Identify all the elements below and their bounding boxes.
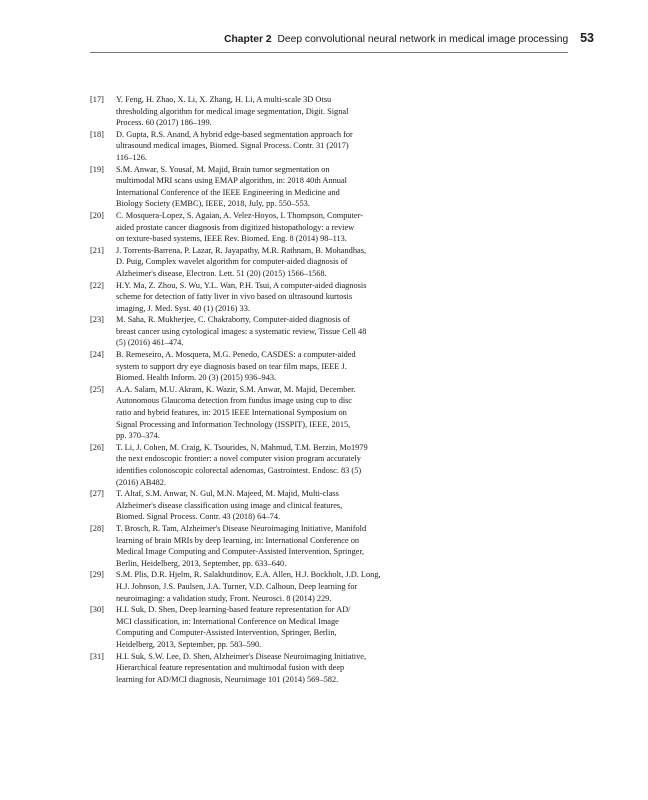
reference-text-line: MCI classification, in: International Conference on Medical Image — [116, 616, 339, 626]
reference-item — [90, 604, 450, 650]
reference-text-line: pp. 370–374. — [116, 431, 160, 441]
reference-text-line: neuroimaging: a validation study, Front. Neurosci. 8 (2014) 229. — [116, 593, 332, 603]
reference-text-line: multimodal MRI scans using EMAP algorithm, in: 2018 40th Annual — [116, 176, 347, 186]
reference-text-line: Process. 60 (2017) 186–199. — [116, 118, 212, 128]
reference-item — [90, 523, 450, 569]
reference-text-line: Computing and Computer-Assisted Intervention, Springer, Berlin, — [116, 628, 337, 638]
reference-item — [90, 349, 450, 384]
reference-text-line: on texture-based systems, IEEE Rev. Biomed. Eng. 8 (2014) 98–113. — [116, 234, 347, 244]
reference-text-line: Biomed. Signal Process. Contr. 43 (2018) 64–74. — [116, 512, 281, 522]
reference-number: [23] — [90, 315, 104, 325]
reference-number: [18] — [90, 129, 104, 139]
reference-text-line: A.A. Salam, M.U. Akram, K. Wazir, S.M. Anwar, M. Majid, December. — [116, 384, 356, 394]
reference-item — [90, 442, 450, 488]
reference-text-line: scheme for detection of fatty liver in vivo based on ultrasound kurtosis — [116, 292, 353, 302]
reference-text-line: B. Remeseiro, A. Mosquera, M.G. Penedo, CASDES: a computer-aided — [116, 350, 356, 360]
reference-text-line: Medical Image Computing and Computer-Assisted Intervention, Springer, — [116, 547, 364, 557]
reference-number: [30] — [90, 605, 104, 615]
reference-text-line: Autonomous Glaucoma detection from fundus image using cup to disc — [116, 396, 353, 406]
reference-text-line: T. Altaf, S.M. Anwar, N. Gul, M.N. Majeed, M. Majid, Multi-class — [116, 489, 339, 499]
running-header — [0, 30, 594, 48]
reference-text-line: system to support dry eye diagnosis based on tear film maps, IEEE J. — [116, 361, 347, 371]
reference-text-line: M. Saha, R. Mukherjee, C. Chakraborty, Computer-aided diagnosis of — [116, 315, 350, 325]
reference-number: [21] — [90, 245, 104, 255]
reference-number: [17] — [90, 95, 104, 104]
reference-text-line: C. Mosquera-Lopez, S. Agaian, A. Velez-Hoyos, I. Thompson, Computer- — [116, 210, 364, 220]
reference-text-line: (5) (2016) 461–474. — [116, 338, 184, 348]
reference-text-line: ultrasound medical images, Biomed. Signal Process. Contr. 31 (2017) — [116, 141, 349, 151]
reference-text-line: breast cancer using cytological images: a systematic review, Tissue Cell 48 — [116, 326, 367, 336]
reference-text-line: Hierarchical feature representation and multimodal fusion with deep — [116, 663, 345, 673]
reference-text-line: D. Puig, Complex wavelet algorithm for computer-aided diagnosis of — [116, 257, 348, 267]
reference-text-line: Alzheimer's disease classification using image and clinical features, — [116, 500, 343, 510]
reference-text-line: ratio and hybrid features, in: 2015 IEEE International Symposium on — [116, 408, 347, 418]
reference-text-line: T. Brosch, R. Tam, Alzheimer's Disease Neuroimaging Initiative, Manifold — [116, 523, 367, 533]
reference-text-line: D. Gupta, R.S. Anand, A hybrid edge-based segmentation approach for — [116, 129, 353, 139]
reference-text-line: imaging, J. Med. Syst. 40 (1) (2016) 33. — [116, 303, 250, 313]
reference-number: [27] — [90, 489, 104, 499]
reference-text-line: Alzheimer's disease, Electron. Lett. 51 (20) (2015) 1566–1568. — [116, 268, 327, 278]
reference-text-line: T. Li, J. Cohen, M. Craig, K. Tsourides, N. Mahmud, T.M. Berzin, Mo1979 — [116, 442, 368, 452]
reference-number: [28] — [90, 523, 104, 533]
reference-item — [90, 488, 450, 523]
reference-text-line: learning of brain MRIs by deep learning, in: International Conference on — [116, 535, 360, 545]
reference-item — [90, 129, 450, 164]
reference-text-line: S.M. Plis, D.R. Hjelm, R. Salakhutdinov, E.A. Allen, H.J. Bockholt, J.D. Long, — [116, 570, 381, 580]
reference-text-line: identifies colonoscopic colorectal adenomas, Gastrointest. Endosc. 83 (5) — [116, 466, 362, 475]
reference-text-line: Signal Processing and Information Technology (ISSPIT), IEEE, 2015, — [116, 419, 351, 429]
reference-item — [90, 280, 450, 315]
reference-text-line: H.J. Johnson, J.S. Paulsen, J.A. Turner, V.D. Calhoun, Deep learning for — [116, 581, 358, 591]
header-divider — [90, 52, 568, 53]
page-number: 53 — [580, 31, 594, 45]
reference-text-line: H.I. Suk, D. Shen, Deep learning-based feature representation for AD/ — [116, 605, 351, 615]
reference-text-line: thresholding algorithm for medical image segmentation, Digit. Signal — [116, 106, 349, 116]
reference-item — [90, 210, 450, 245]
reference-number: [20] — [90, 210, 104, 220]
reference-number: [22] — [90, 280, 104, 290]
reference-text-line: J. Torrents-Barrena, P. Lazar, R. Jayapathy, M.R. Rathnam, B. Mohandhas, — [116, 245, 367, 255]
reference-list — [90, 94, 450, 685]
reference-text-line: aided prostate cancer diagnosis from digitized histopathology: a review — [116, 222, 355, 232]
reference-number: [31] — [90, 651, 104, 661]
reference-text-line: H.Y. Ma, Z. Zhou, S. Wu, Y.L. Wan, P.H. Tsui, A computer-aided diagnosis — [116, 280, 367, 290]
reference-text-line: International Conference of the IEEE Engineering in Medicine and — [116, 187, 340, 197]
reference-text-line: learning for AD/MCI diagnosis, Neuroimage 101 (2014) 569–582. — [116, 674, 339, 684]
reference-text-line: the next endoscopic frontier: a novel computer vision program accurately — [116, 454, 361, 464]
reference-item — [90, 569, 450, 604]
reference-text-line: (2016) AB482. — [116, 477, 167, 487]
reference-item — [90, 164, 450, 210]
chapter-title: Deep convolutional neural network in medical image processing — [277, 34, 569, 45]
reference-item — [90, 245, 450, 280]
reference-item — [90, 94, 450, 129]
chapter-label: Chapter 2 — [224, 34, 272, 45]
reference-text-line: Berlin, Heidelberg, 2013, September, pp. 633–640. — [116, 558, 287, 568]
reference-text-line: Y. Feng, H. Zhao, X. Li, X. Zhang, H. Li, A multi-scale 3D Otsu — [116, 95, 332, 104]
reference-text-line: 116–126. — [116, 152, 147, 162]
reference-item — [90, 384, 450, 442]
reference-number: [26] — [90, 442, 104, 452]
reference-item — [90, 651, 450, 686]
reference-number: [19] — [90, 164, 104, 174]
reference-text-line: Biomed. Health Inform. 20 (3) (2015) 936–943. — [116, 373, 277, 383]
reference-number: [24] — [90, 350, 104, 360]
reference-text-line: H.I. Suk, S.W. Lee, D. Shen, Alzheimer's Disease Neuroimaging Initiative, — [116, 651, 367, 661]
reference-number: [29] — [90, 570, 104, 580]
reference-text-line: S.M. Anwar, S. Yousaf, M. Majid, Brain tumor segmentation on — [116, 164, 330, 174]
reference-number: [25] — [90, 384, 104, 394]
reference-text-line: Biology Society (EMBC), IEEE, 2018, July, pp. 550–553. — [116, 199, 310, 209]
reference-item — [90, 314, 450, 349]
reference-text-line: Heidelberg, 2013, September, pp. 583–590. — [116, 639, 262, 649]
